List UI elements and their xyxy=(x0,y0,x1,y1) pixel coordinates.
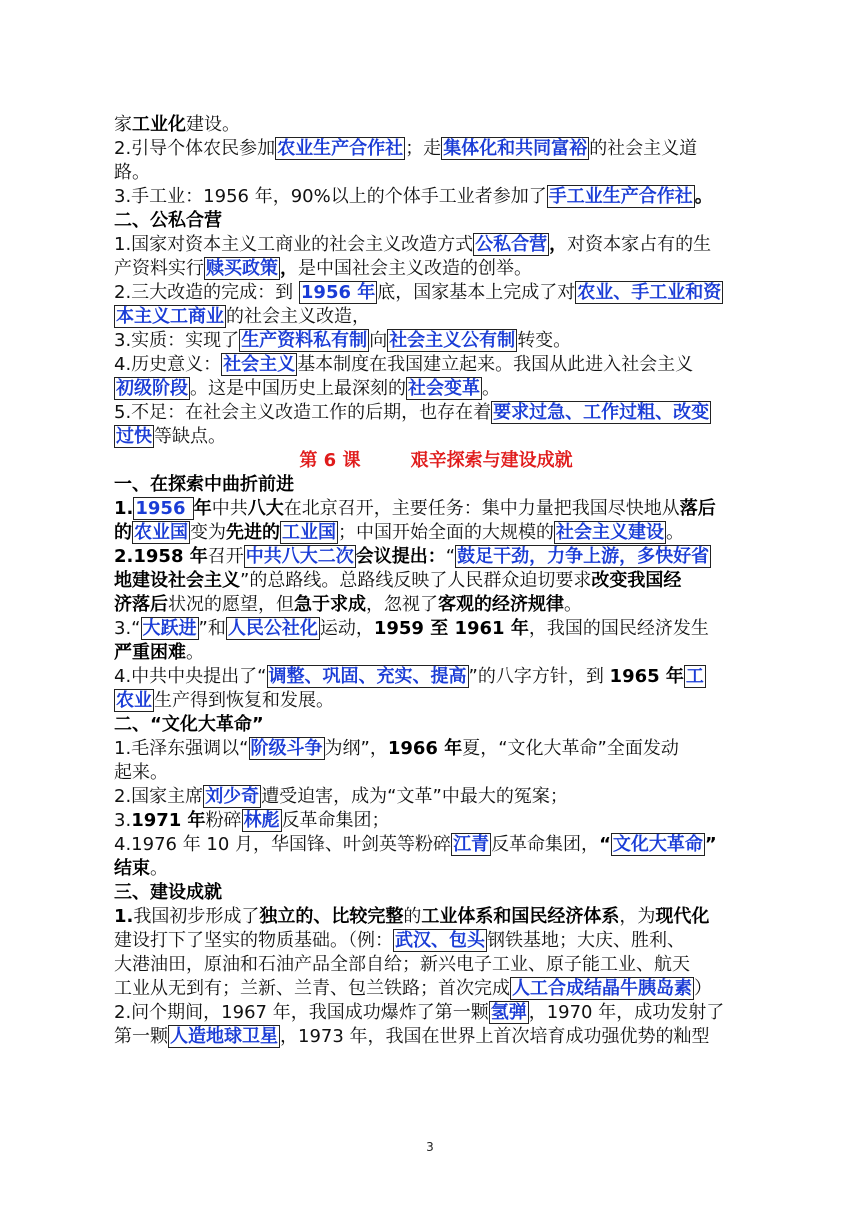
text-segment: 家 xyxy=(114,114,132,135)
text-segment: 起来。 xyxy=(114,762,168,783)
highlighted-term: 氢弹 xyxy=(490,1002,527,1023)
text-segment: 产资料实行 xyxy=(114,258,204,279)
text-segment: ，我国的国民经济发生 xyxy=(528,618,709,639)
text-segment: ，忽视了 xyxy=(366,594,438,615)
text-segment: 4.历史意义： xyxy=(114,354,222,375)
text-segment: 中共 xyxy=(211,498,248,519)
text-segment: ，1973 年，我国在世界上首次培育成功强优势的籼型 xyxy=(280,1026,710,1047)
text-segment: 。 xyxy=(564,594,582,615)
text-segment: ） xyxy=(694,978,712,999)
text-line xyxy=(114,449,758,473)
text-segment: 2.问个期间，1967 年，我国成功爆炸了第一颗 xyxy=(114,1002,489,1023)
text-segment: 生产得到恢复和发展。 xyxy=(154,690,334,711)
text-line xyxy=(114,161,758,185)
text-segment: 4.1976 年 10 月，华国锋、叶剑英等粉碎 xyxy=(114,834,452,855)
lesson-title: 第 6 课 艰辛探索与建设成就 xyxy=(299,450,573,471)
text-line xyxy=(114,545,758,569)
text-line xyxy=(114,305,758,329)
page-number: 3 xyxy=(426,1140,434,1154)
text-segment: ”的总路线。总路线反映了人民群众迫切要求 xyxy=(240,570,592,591)
bold-text: 的 xyxy=(114,522,132,543)
bold-text: ” xyxy=(704,834,717,855)
text-line xyxy=(114,881,758,905)
text-segment: 反革命集团； xyxy=(281,810,390,831)
bold-text: 独立的、比较完整 xyxy=(259,906,404,927)
highlighted-term: 江青 xyxy=(453,834,490,855)
highlighted-term: 要求过急、工作过粗、改变 xyxy=(493,402,710,423)
text-line xyxy=(114,785,758,809)
highlighted-term: 林彪 xyxy=(243,810,280,831)
highlighted-term: 中共八大二次 xyxy=(245,546,354,567)
bold-text: 现代化 xyxy=(655,906,710,927)
text-segment: 基本制度在我国建立起来。我国从此进入社会主义 xyxy=(297,354,694,375)
bold-text: 结束 xyxy=(114,858,150,879)
text-line xyxy=(114,497,758,521)
bold-text: 先进的 xyxy=(226,522,280,543)
highlighted-term: 社会主义 xyxy=(223,354,296,375)
text-segment: 运动， xyxy=(319,618,374,639)
highlighted-term: 鼓足干劲，力争上游，多快好省 xyxy=(457,546,710,567)
bold-text: ， xyxy=(549,234,568,255)
text-segment: 是中国社会主义改造的创举。 xyxy=(298,258,532,279)
text-segment: ”和 xyxy=(198,618,226,639)
bold-text: 1965 年 xyxy=(609,666,684,687)
bold-text: 二、“文化大革命” xyxy=(114,714,264,735)
text-segment: 3. xyxy=(114,810,132,831)
bold-text: 1959 至 1961 年 xyxy=(373,618,529,639)
text-line xyxy=(114,809,758,833)
text-segment: 建设打下了坚实的物质基础。（例： xyxy=(114,930,393,951)
text-segment: ，1970 年，成功发射了 xyxy=(528,1002,725,1023)
highlighted-term: 过快 xyxy=(116,426,152,447)
text-segment: 夏，“文化大革命”全面发动 xyxy=(462,738,679,759)
bold-text: 改变我国经 xyxy=(591,570,682,591)
text-line xyxy=(114,233,758,257)
highlighted-term: 1956 年 xyxy=(300,282,376,303)
bold-text: 1971 年 xyxy=(131,810,206,831)
text-segment: 2.国家主席 xyxy=(114,786,204,807)
text-line xyxy=(114,641,758,665)
text-segment: ”的八字方针，到 xyxy=(468,666,610,687)
highlighted-term: 农业国 xyxy=(134,522,188,543)
highlighted-term: 大跃进 xyxy=(142,618,197,639)
highlighted-term: 农业 xyxy=(116,690,152,711)
text-segment: 1.国家对资本主义工商业的社会主义改造方式 xyxy=(114,234,474,255)
text-segment: 。 xyxy=(666,522,684,543)
text-segment: 路。 xyxy=(114,162,150,183)
text-segment: 变为 xyxy=(190,522,226,543)
bold-text: 一、在探索中曲折前进 xyxy=(114,474,294,495)
text-line xyxy=(114,977,758,1001)
highlighted-term: 社会主义建设 xyxy=(556,522,664,543)
text-segment: 4.中共中央提出了“ xyxy=(114,666,267,687)
text-segment: 对资本家占有的生 xyxy=(567,234,712,255)
text-line xyxy=(114,209,758,233)
text-segment: 召开 xyxy=(207,546,244,567)
text-segment: 粉碎 xyxy=(205,810,242,831)
text-segment: 的 xyxy=(403,906,422,927)
text-line xyxy=(114,473,758,497)
text-segment: 2.三大改造的完成：到 xyxy=(114,282,299,303)
text-line xyxy=(114,329,758,353)
document-body xyxy=(114,113,758,1049)
bold-text: 客观的经济规律 xyxy=(438,594,564,615)
text-segment: “ xyxy=(445,546,456,567)
text-line xyxy=(114,401,758,425)
text-segment: 底，国家基本上完成了对 xyxy=(377,282,576,303)
text-line xyxy=(114,689,758,713)
highlighted-term: 武汉、包头 xyxy=(395,930,485,951)
highlighted-term: 生产资料私有制 xyxy=(241,330,368,351)
text-segment: 转变。 xyxy=(517,330,572,351)
bold-text: 1. xyxy=(114,498,134,519)
bold-text: 会议提出： xyxy=(355,546,446,567)
highlighted-term: 手工业生产合作社 xyxy=(548,186,693,207)
text-segment: 为纲”， xyxy=(324,738,388,759)
text-line xyxy=(114,905,758,929)
bold-text: 严重困难 xyxy=(114,642,186,663)
bold-text: 二、公私合营 xyxy=(114,210,222,231)
text-segment: 等缺点。 xyxy=(154,426,226,447)
bold-text: ， xyxy=(280,258,298,279)
text-line xyxy=(114,1025,758,1049)
text-line xyxy=(114,833,758,857)
text-segment: 3.“ xyxy=(114,618,141,639)
highlighted-term: 公私合营 xyxy=(475,234,548,255)
bold-text: 八大 xyxy=(247,498,284,519)
text-segment: 的社会主义改造， xyxy=(226,306,370,327)
text-segment: 工业从无到有；兰新、兰青、包兰铁路；首次完成 xyxy=(114,978,510,999)
bold-text: 急于求成 xyxy=(294,594,366,615)
highlighted-term: 文化大革命 xyxy=(612,834,703,855)
text-segment: 的社会主义道 xyxy=(589,138,698,159)
text-line xyxy=(114,593,758,617)
bold-text: 地建设社会主义 xyxy=(114,570,240,591)
text-line xyxy=(114,857,758,881)
text-segment: 在北京召开，主要任务：集中力量把我国尽快地从 xyxy=(283,498,680,519)
text-line xyxy=(114,761,758,785)
highlighted-term: 刘少奇 xyxy=(205,786,260,807)
highlighted-term: 社会变革 xyxy=(408,378,480,399)
highlighted-term: 人造地球卫星 xyxy=(170,1026,278,1047)
highlighted-term: 集体化和共同富裕 xyxy=(443,138,588,159)
highlighted-term: 社会主义公有制 xyxy=(389,330,516,351)
text-segment: 3.实质：实现了 xyxy=(114,330,240,351)
bold-text: 工业化 xyxy=(132,114,186,135)
text-line xyxy=(114,953,758,977)
text-line xyxy=(114,137,758,161)
bold-text: 三、建设成就 xyxy=(114,882,222,903)
text-segment: 。 xyxy=(150,858,168,879)
bold-text: 1966 年 xyxy=(387,738,463,759)
text-segment: 反革命集团， xyxy=(491,834,600,855)
text-segment: 5.不足：在社会主义改造工作的后期，也存在着 xyxy=(114,402,492,423)
highlighted-term: 赎买政策 xyxy=(206,258,278,279)
bold-text: 落后 xyxy=(679,498,716,519)
text-segment: ；中国开始全面的大规模的 xyxy=(338,522,554,543)
text-segment: 。 xyxy=(186,642,204,663)
highlighted-term: 农业生产合作社 xyxy=(277,138,404,159)
highlighted-term: 阶级斗争 xyxy=(250,738,323,759)
text-line xyxy=(114,521,758,545)
text-segment: 钢铁基地；大庆、胜利、 xyxy=(487,930,685,951)
highlighted-term: 1956 xyxy=(135,498,192,519)
text-segment: 。 xyxy=(482,378,500,399)
text-line xyxy=(114,257,758,281)
bold-text: 工业体系和国民经济体系 xyxy=(421,906,620,927)
text-segment: 我国初步形成了 xyxy=(133,906,260,927)
highlighted-term: 工业国 xyxy=(282,522,336,543)
text-line xyxy=(114,713,758,737)
highlighted-term: 本主义工商业 xyxy=(116,306,224,327)
text-segment: 状况的愿望，但 xyxy=(168,594,294,615)
bold-text: 济落后 xyxy=(114,594,168,615)
text-segment: 建设。 xyxy=(186,114,240,135)
bold-text: “ xyxy=(599,834,611,855)
text-line xyxy=(114,1001,758,1025)
highlighted-term: 调整、巩固、充实、提高 xyxy=(268,666,467,687)
text-line xyxy=(114,353,758,377)
highlighted-term: 农业、手工业和资 xyxy=(577,282,722,303)
text-segment: ；走 xyxy=(405,138,442,159)
highlighted-term: 工 xyxy=(685,666,704,687)
bold-text: 1. xyxy=(114,906,134,927)
text-segment: 第一颗 xyxy=(114,1026,168,1047)
highlighted-term: 初级阶段 xyxy=(116,378,188,399)
text-line xyxy=(114,929,758,953)
text-segment: 2.引导个体农民参加 xyxy=(114,138,276,159)
highlighted-term: 人民公社化 xyxy=(227,618,318,639)
text-segment: 大港油田，原油和石油产品全部自给；新兴电子工业、原子能工业、航天 xyxy=(114,954,690,975)
text-segment: 3.手工业：1956 年，90%以上的个体手工业者参加了 xyxy=(114,186,547,207)
text-segment: 遭受迫害，成为“文革”中最大的冤案； xyxy=(261,786,568,807)
text-line xyxy=(114,281,758,305)
text-line xyxy=(114,617,758,641)
bold-text: 年 xyxy=(193,498,212,519)
highlighted-term: 人工合成结晶牛胰岛素 xyxy=(512,978,692,999)
text-line xyxy=(114,737,758,761)
bold-text: 。 xyxy=(694,186,713,207)
text-line xyxy=(114,377,758,401)
bold-text: 2. xyxy=(114,546,134,567)
text-line xyxy=(114,569,758,593)
text-line xyxy=(114,185,758,209)
text-line xyxy=(114,665,758,689)
text-segment: 。这是中国历史上最深刻的 xyxy=(190,378,406,399)
text-line xyxy=(114,113,758,137)
text-segment: 向 xyxy=(369,330,388,351)
text-line xyxy=(114,425,758,449)
bold-text: 1958 年 xyxy=(133,546,208,567)
text-segment: ，为 xyxy=(619,906,656,927)
text-segment: 1.毛泽东强调以“ xyxy=(114,738,249,759)
